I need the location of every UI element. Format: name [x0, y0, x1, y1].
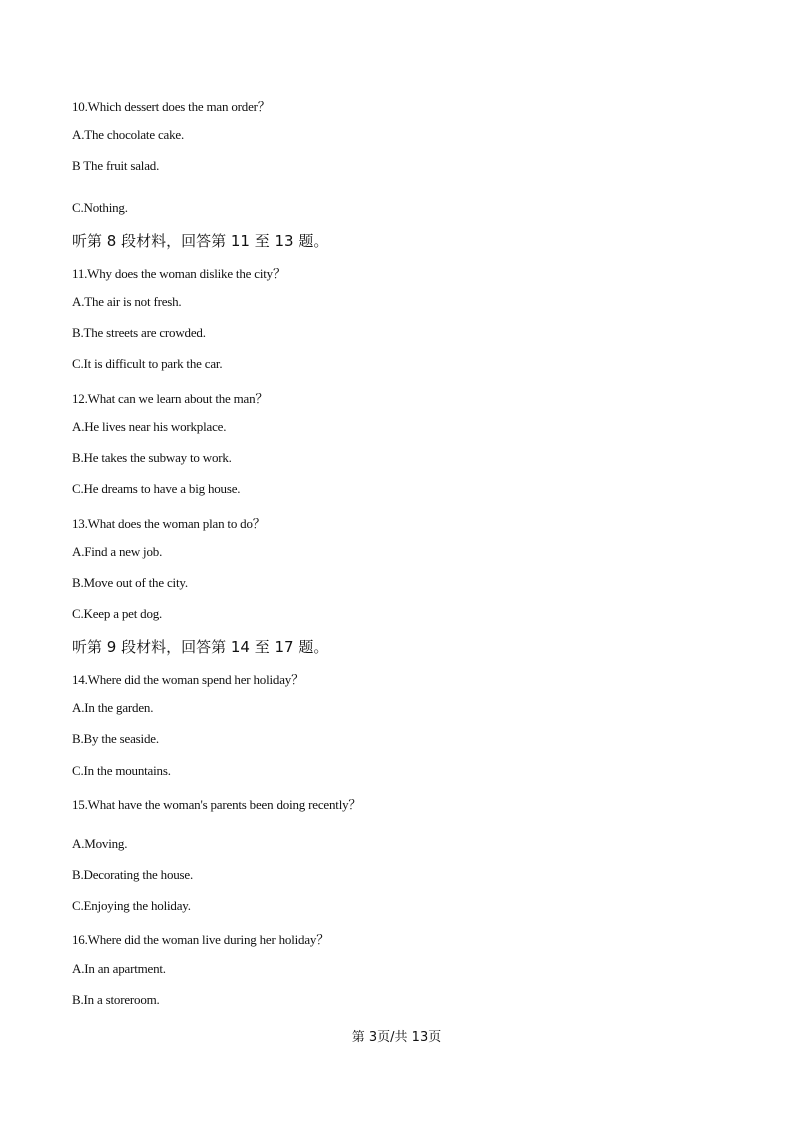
option-14-a: A.In the garden. [72, 700, 154, 715]
question-10: 10.Which dessert does the man order？ [72, 99, 271, 114]
question-11: 11.Why does the woman dislike the city？ [72, 266, 286, 281]
section-heading-9: 听第 9 段材料，回答第 14 至 17 题。 [72, 638, 329, 656]
option-16-b: B.In a storeroom. [72, 992, 160, 1007]
page-number-footer: 第 3页/共 13页 [351, 1030, 442, 1045]
option-13-a: A.Find a new job. [72, 544, 163, 559]
option-15-b: B.Decorating the house. [72, 867, 194, 882]
option-13-b: B.Move out of the city. [72, 575, 188, 590]
option-10-c: C.Nothing. [72, 200, 128, 215]
question-15: 15.What have the woman's parents been doing recently？ [72, 797, 362, 812]
option-14-b: B.By the seaside. [72, 731, 159, 746]
option-16-a: A.In an apartment. [72, 961, 166, 976]
option-14-c: C.In the mountains. [72, 763, 171, 778]
question-12: 12.What can we learn about the man？ [72, 391, 269, 406]
option-10-a: A.The chocolate cake. [72, 127, 185, 142]
option-11-c: C.It is difficult to park the car. [72, 356, 223, 371]
option-15-c: C.Enjoying the holiday. [72, 898, 191, 913]
question-16: 16.Where did the woman live during her holiday？ [72, 932, 330, 947]
question-13: 13.What does the woman plan to do？ [72, 516, 266, 531]
option-15-a: A.Moving. [72, 836, 128, 851]
option-12-c: C.He dreams to have a big house. [72, 481, 241, 496]
option-12-b: B.He takes the subway to work. [72, 450, 232, 465]
option-13-c: C.Keep a pet dog. [72, 606, 163, 621]
option-11-a: A.The air is not fresh. [72, 294, 182, 309]
question-14: 14.Where did the woman spend her holiday？ [72, 672, 304, 687]
option-11-b: B.The streets are crowded. [72, 325, 206, 340]
option-12-a: A.He lives near his workplace. [72, 419, 227, 434]
section-heading-8: 听第 8 段材料，回答第 11 至 13 题。 [72, 232, 329, 250]
option-10-b: B The fruit salad. [72, 158, 160, 173]
